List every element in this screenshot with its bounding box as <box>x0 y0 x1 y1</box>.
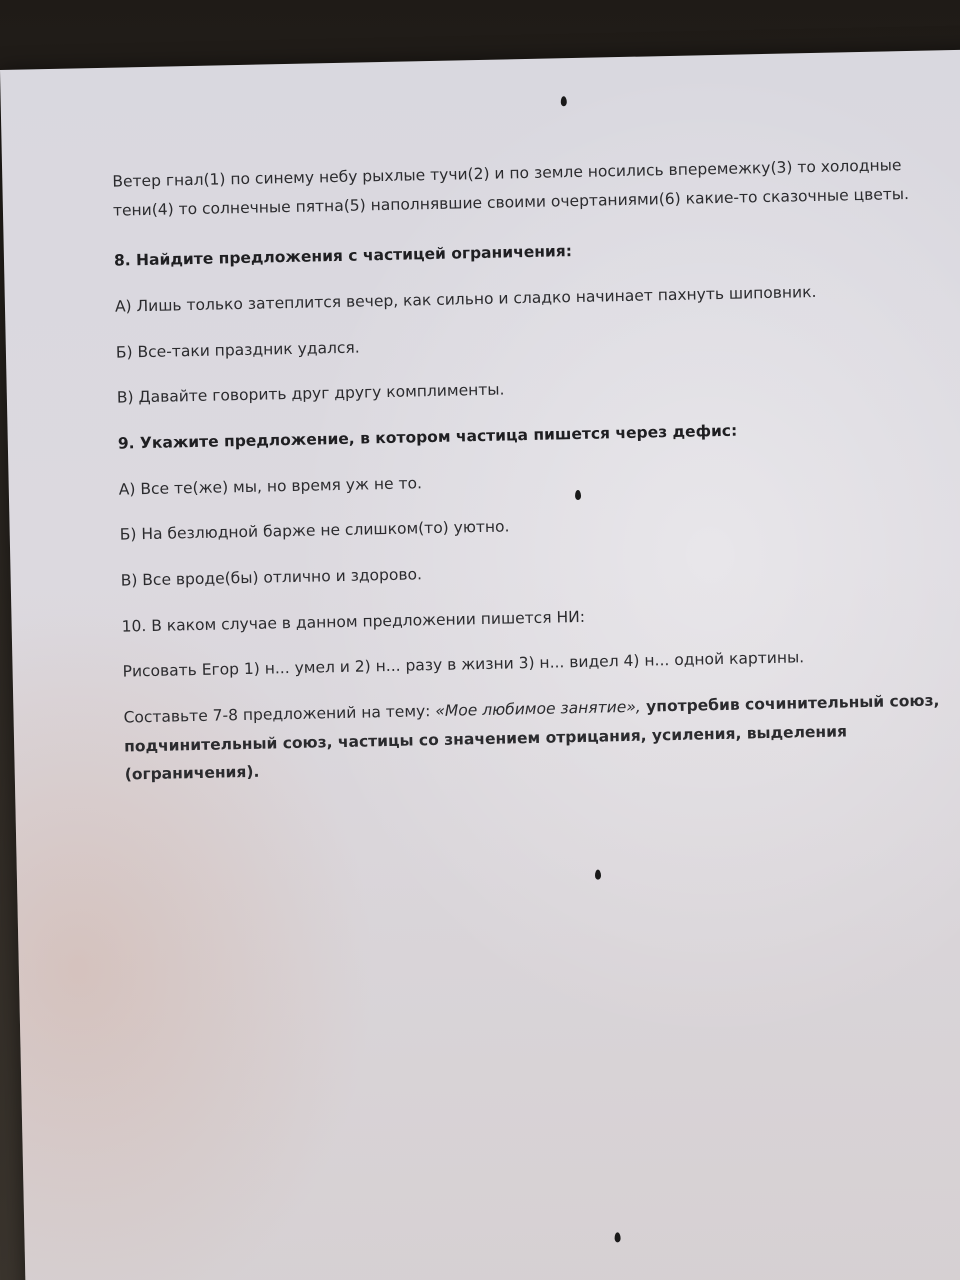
question-9-title: 9. Укажите предложение, в котором частица пишется через дефис: <box>117 421 738 453</box>
essay-task-topic: «Мое любимое занятие», <box>435 697 641 721</box>
punch-hole-mark <box>561 96 567 106</box>
exercise-text-paragraph: Ветер гнал(1) по синему небу рыхлые тучи(2) и по земле носились вперемежку(3) то холодные тени(4) то солнечные пятна(5) наполнявшие своими очертаниями(6) какие-то сказочные цветы. <box>112 156 910 220</box>
question-10-sentence: Рисовать Егор 1) н... умел и 2) н... разу в жизни 3) н... видел 4) н... одной картины. <box>122 648 805 681</box>
question-8-option-a: А) Лишь только затеплится вечер, как сильно и сладко начинает пахнуть шиповник. <box>114 282 817 316</box>
question-10-title: 10. В каком случае в данном предложении пишется НИ: <box>121 607 586 636</box>
essay-task-lead: Составьте 7-8 предложений на тему: <box>123 702 436 727</box>
question-9-option-a: А) Все те(же) мы, но время уж не то. <box>118 473 423 499</box>
question-8-option-c: В) Давайте говорить друг другу комплименты. <box>116 380 505 407</box>
punch-hole-mark <box>595 870 601 880</box>
essay-task <box>123 686 955 789</box>
question-9-option-c: В) Все вроде(бы) отлично и здорово. <box>120 565 423 590</box>
essay-task-requirements: употребив сочинительный союз, подчинительный союз, частицы со значением отрицания, усиления, выделения (ограничения). <box>124 691 940 784</box>
document-content <box>112 150 955 789</box>
question-9-option-b: Б) На безлюдной барже не слишком(то) уютно. <box>119 517 510 544</box>
question-8-title: 8. Найдите предложения с частицей ограничения: <box>113 242 573 270</box>
punch-hole-mark <box>614 1232 620 1242</box>
question-8-option-b: Б) Все-таки праздник удался. <box>115 338 360 362</box>
paper-sheet <box>0 49 960 1280</box>
